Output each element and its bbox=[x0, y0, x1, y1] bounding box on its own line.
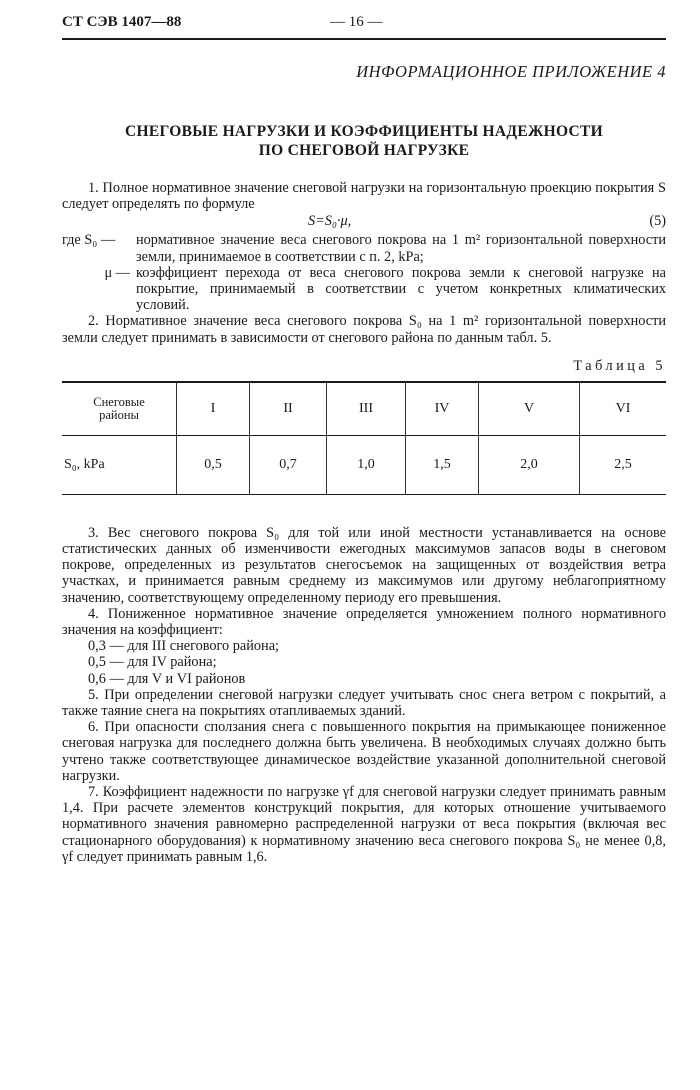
table-cell: 2,0 bbox=[479, 435, 580, 494]
table-cell: 0,5 bbox=[177, 435, 250, 494]
page-title bbox=[62, 122, 666, 160]
formula-number: (5) bbox=[649, 213, 666, 230]
region-header: VI bbox=[580, 382, 667, 436]
table-cell: 1,5 bbox=[406, 435, 479, 494]
region-header: V bbox=[479, 382, 580, 436]
paragraph-5: 5. При определении снеговой нагрузки следует учитывать снос снега ветром с покрытий, а также таяние снега на покрытиях отапливаемых зданий. bbox=[62, 686, 666, 720]
table-row bbox=[62, 435, 666, 494]
table-caption: Таблица 5 bbox=[573, 357, 666, 374]
table-cell: 2,5 bbox=[580, 435, 667, 494]
paragraph-3: 3. Вес снегового покрова S₀ для той или иной местности устанавливается на основе статистических данных об изменчивости ежегодных максимумов запасов воды в снеговом покрове, определенных из результатов снегосъемок на защищенных от воздействия ветра участках, и принимается равным среднему из максимумов или другому неблагоприятному значению, соответствующему определенному периоду его превышения. bbox=[62, 524, 666, 606]
region-header: III bbox=[327, 382, 406, 436]
paragraph-7: 7. Коэффициент надежности по нагрузке γf для снеговой нагрузки следует принимать равным 1,4. При расчете элементов конструкций покрытия, для которых отношение учитываемого нормативного значения равномерно распределенной нагрузки от веса покрытия (включая вес стационарного оборудования) к нормативному значению веса снегового покрова S₀ не менее 0,8, γf следует принимать равным 1,6. bbox=[62, 784, 666, 865]
snow-load-table bbox=[62, 381, 666, 495]
header-rule bbox=[62, 38, 666, 40]
mu-definition-text: коэффициент перехода от веса снегового покрова земли к снеговой нагрузке на покрытие, принимаемый в соответствии с учетом конкретных климатических условий. bbox=[136, 264, 666, 314]
standard-designation: СТ СЭВ 1407—88 bbox=[62, 14, 182, 30]
paragraph-6: 6. При опасности сползания снега с повышенного покрытия на примыкающее пониженное снеговая нагрузка для последнего должна быть увеличена. В необходимых случаях должно быть учтено также соответствующее динамическое воздействие указанной дополнительной снеговой нагрузки. bbox=[62, 719, 666, 784]
page-header bbox=[62, 14, 666, 34]
table-corner-header: Снеговые районы bbox=[62, 382, 177, 436]
coefficient-list bbox=[62, 638, 666, 687]
region-header: I bbox=[177, 382, 250, 436]
definition-s0 bbox=[62, 232, 666, 264]
formula: S=S₀·μ, bbox=[308, 213, 352, 230]
region-header: II bbox=[250, 382, 327, 436]
appendix-label: ИНФОРМАЦИОННОЕ ПРИЛОЖЕНИЕ 4 bbox=[356, 62, 666, 81]
paragraph-2: 2. Нормативное значение веса снегового покрова S₀ на 1 m² горизонтальной поверхности земли следует принимать в зависимости от снегового района по данным табл. 5. bbox=[62, 313, 666, 346]
table-cell: 1,0 bbox=[327, 435, 406, 494]
mu-symbol: μ — bbox=[104, 264, 130, 281]
s0-symbol: S₀ — bbox=[84, 232, 116, 249]
definition-mu bbox=[62, 265, 666, 314]
s0-definition-text: нормативное значение веса снегового покрова на 1 m² горизонтальной поверхности земли, принимаемое в соответствии с п. 2, kPa; bbox=[136, 232, 666, 265]
region-header: IV bbox=[406, 382, 479, 436]
page-number: — 16 — bbox=[330, 14, 383, 30]
document-page bbox=[62, 14, 666, 865]
title-line-1: СНЕГОВЫЕ НАГРУЗКИ И КОЭФФИЦИЕНТЫ НАДЕЖНОСТИ bbox=[124, 123, 604, 140]
table-cell: 0,7 bbox=[250, 435, 327, 494]
formula-row bbox=[62, 212, 666, 230]
list-item: 0,3 — для III снегового района; bbox=[88, 638, 280, 655]
definition-lead: где S₀ — bbox=[62, 232, 116, 249]
list-item: 0,5 — для IV района; bbox=[88, 654, 217, 671]
definitions bbox=[62, 232, 666, 313]
table-header-row bbox=[62, 382, 666, 436]
row-label: S₀, kPa bbox=[64, 456, 105, 472]
title-line-2: ПО СНЕГОВОЙ НАГРУЗКЕ bbox=[258, 142, 470, 159]
paragraph-1: 1. Полное нормативное значение снеговой нагрузки на горизонтальную проекцию покрытия S следует определять по формуле bbox=[62, 180, 666, 213]
paragraph-4: 4. Пониженное нормативное значение определяется умножением полного нормативного значения на коэффициент: bbox=[62, 605, 666, 639]
list-item: 0,6 — для V и VI районов bbox=[88, 670, 246, 687]
